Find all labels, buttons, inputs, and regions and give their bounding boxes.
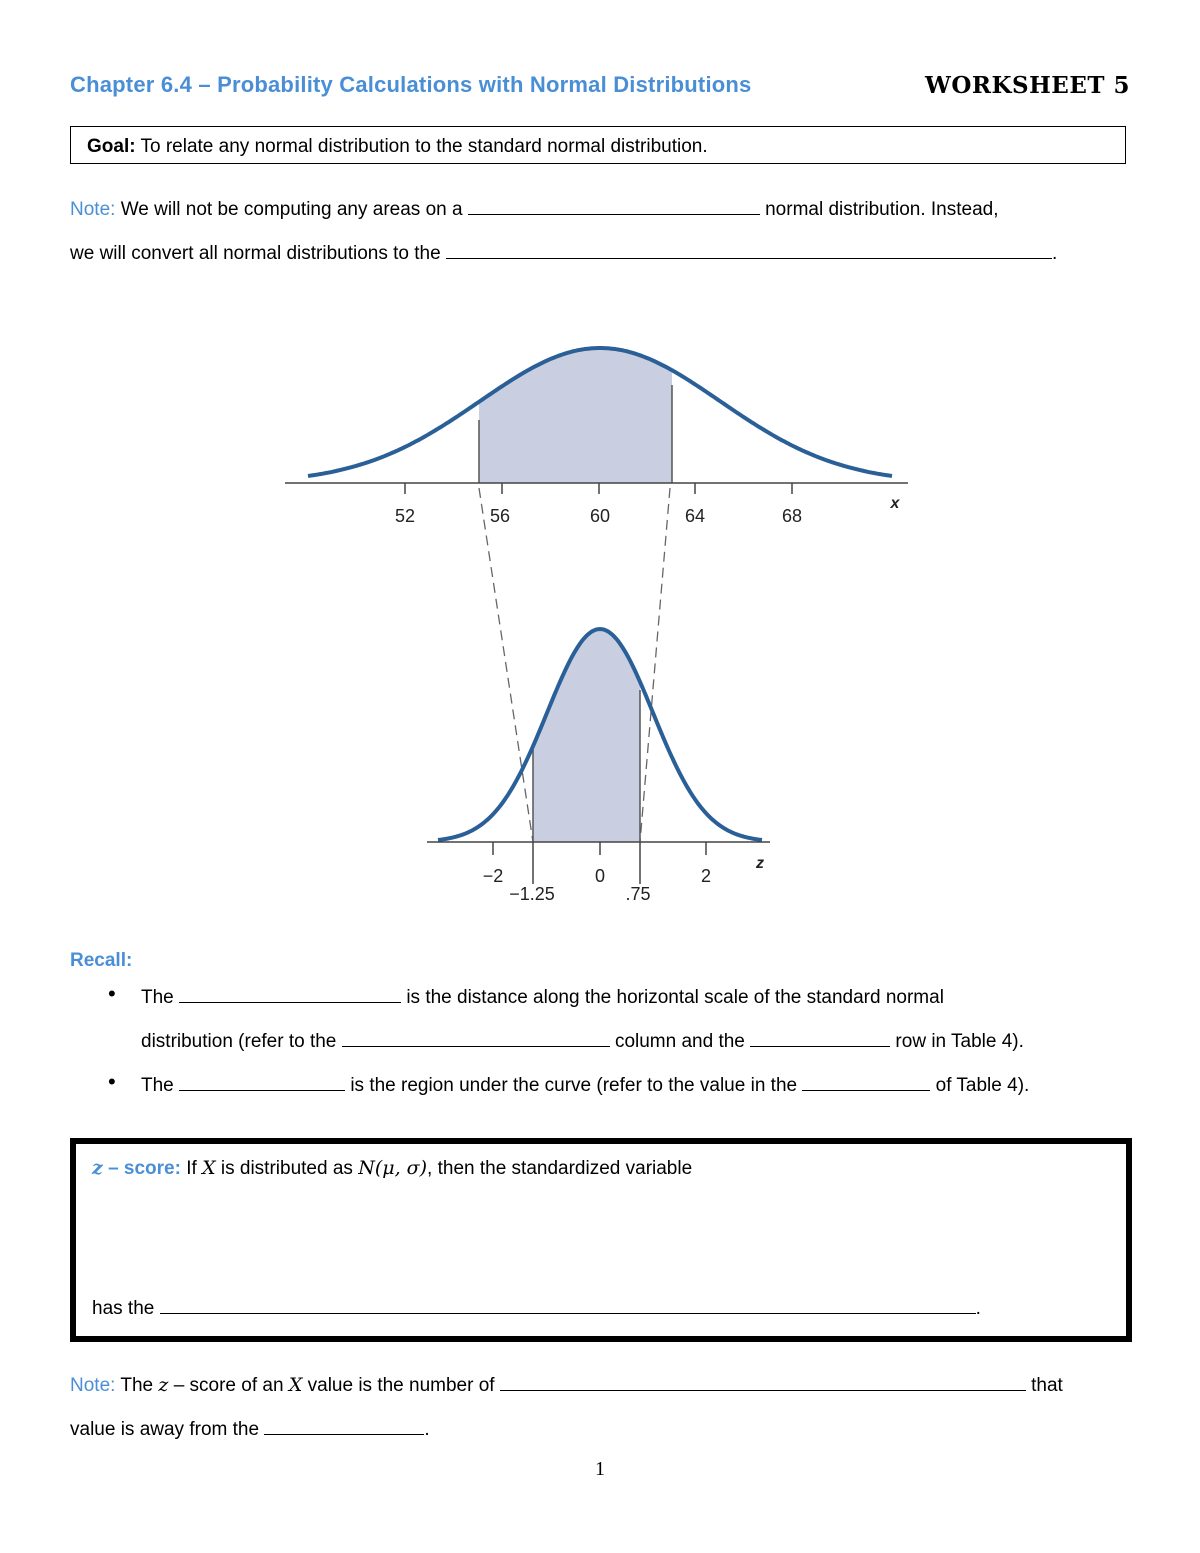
zscore-blank[interactable] <box>160 1295 976 1314</box>
page-number: 1 <box>595 1458 605 1480</box>
bullet-dot: • <box>108 1069 116 1094</box>
goal-label: Goal: <box>87 136 136 157</box>
zscore-text: If <box>186 1158 197 1179</box>
note2-text: value is away from the <box>70 1419 260 1440</box>
note2-blank-2[interactable] <box>264 1416 424 1435</box>
zscore-period: . <box>975 1298 981 1319</box>
top-shaded-area <box>479 348 672 483</box>
note1-text-c: we will convert all normal distributions to the <box>70 243 441 264</box>
recall-bullet1-line1 <box>141 984 944 1009</box>
recall-heading <box>70 950 132 972</box>
bottom-tick-label: 0 <box>594 866 606 886</box>
note1-text-b: normal distribution. Instead, <box>765 199 999 220</box>
note2-line1 <box>70 1372 1063 1397</box>
note2-z: z <box>158 1374 169 1396</box>
bottom-tick-label: 2 <box>700 866 712 886</box>
recall-text: distribution (refer to the <box>141 1031 337 1052</box>
bottom-tick-label: −2 <box>482 866 504 886</box>
note2-line2 <box>70 1416 430 1441</box>
note2-text: – score of an <box>173 1375 284 1396</box>
zscore-z: z <box>92 1157 103 1179</box>
recall-text: of Table 4). <box>935 1075 1030 1096</box>
top-tick-label: 68 <box>781 506 803 526</box>
recall-text: is the region under the curve (refer to the value in the <box>350 1075 798 1096</box>
note2-text: The <box>120 1375 154 1396</box>
note1-text-d: . <box>1051 243 1058 264</box>
top-tick-label: 52 <box>394 506 416 526</box>
recall-text: The <box>141 987 174 1008</box>
top-tick-label: 56 <box>489 506 511 526</box>
note2-text: . <box>424 1419 430 1440</box>
zscore-text: , then the standardized variable <box>427 1158 693 1179</box>
recall-text: row in Table 4). <box>895 1031 1024 1052</box>
recall-bullet1-line2 <box>141 1028 1024 1053</box>
bullet-dot: • <box>108 981 116 1006</box>
recall-text: is the distance along the horizontal scale of the standard normal <box>406 987 944 1008</box>
z-mark-label: −1.25 <box>509 884 555 904</box>
note1-text-a: We will not be computing any areas on a <box>120 199 463 220</box>
zscore-var-x: X <box>202 1157 216 1179</box>
top-tick-label: 60 <box>589 506 611 526</box>
top-axis-ticks <box>405 483 792 494</box>
zscore-label: – score: <box>102 1158 181 1179</box>
recall-text: column and the <box>614 1031 745 1052</box>
recall-label: Recall: <box>70 950 133 971</box>
right-dashed-connector <box>640 488 670 842</box>
zscore-has-the: has the <box>92 1298 155 1319</box>
zscore-dist: N(μ, σ) <box>358 1157 428 1179</box>
top-tick-label: 64 <box>684 506 706 526</box>
goal-text: To relate any normal distribution to the standard normal distribution. <box>140 136 708 157</box>
note2-x: X <box>288 1374 303 1396</box>
zscore-line1 <box>92 1157 692 1180</box>
note2-text: that <box>1031 1375 1063 1396</box>
recall-blank-2[interactable] <box>342 1028 610 1047</box>
chapter-title: Chapter 6.4 – Probability Calculations with Normal Distributions <box>70 72 752 97</box>
note1-label: Note: <box>70 199 116 220</box>
top-axis-label: x <box>890 495 900 512</box>
left-dashed-connector <box>479 488 533 842</box>
zscore-text: is distributed as <box>220 1158 353 1179</box>
recall-text: The <box>141 1075 174 1096</box>
recall-blank-4[interactable] <box>179 1072 345 1091</box>
recall-blank-5[interactable] <box>802 1072 930 1091</box>
bottom-shaded-area <box>533 629 640 842</box>
zscore-line2 <box>92 1295 981 1320</box>
note2-blank-1[interactable] <box>500 1372 1026 1391</box>
worksheet-label: WORKSHEET 5 <box>925 72 1130 99</box>
recall-bullet2 <box>141 1072 1029 1097</box>
bottom-axis-label: z <box>756 855 764 872</box>
recall-blank-3[interactable] <box>750 1028 890 1047</box>
z-mark-label: .75 <box>625 884 651 904</box>
recall-blank-1[interactable] <box>179 984 401 1003</box>
note2-text: value is the number of <box>307 1375 495 1396</box>
note2-label: Note: <box>70 1375 116 1396</box>
